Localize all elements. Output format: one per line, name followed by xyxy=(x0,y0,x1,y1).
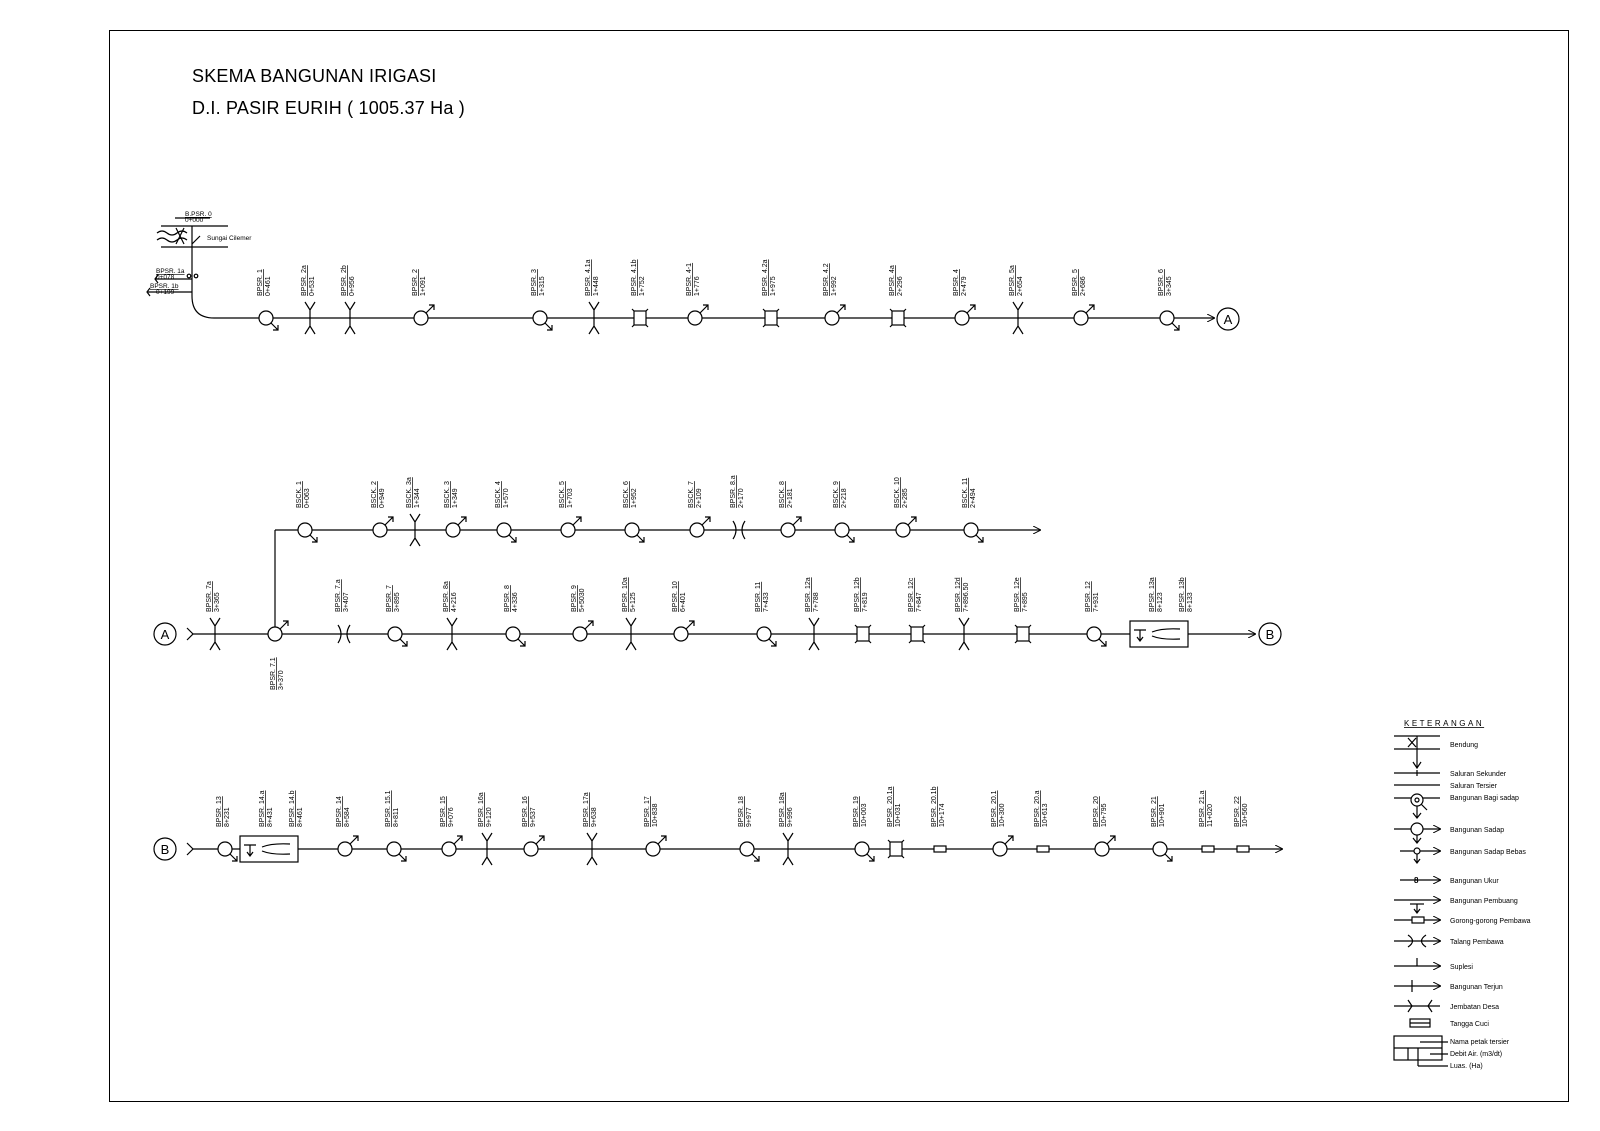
structure-row1-1 xyxy=(257,269,278,330)
structure-name: BPSR. 18a xyxy=(779,792,786,827)
structure-row3-9 xyxy=(583,792,598,865)
structure-station: 1+349 xyxy=(452,488,459,508)
structure-station: 2+285 xyxy=(902,488,909,508)
structure-station: 2+686 xyxy=(1080,276,1087,296)
structure-name: BPSR. 20.1 xyxy=(991,790,998,827)
structure-row1-2 xyxy=(301,265,316,334)
structure-station: 2+479 xyxy=(961,276,968,296)
structure-row2-4 xyxy=(443,581,458,650)
structure-station: 3+365 xyxy=(214,592,221,612)
structure-row3-4 xyxy=(336,796,358,856)
structure-branch-4 xyxy=(444,481,466,537)
structure-station: 2+296 xyxy=(897,276,904,296)
structure-name: BPSR. 16a xyxy=(478,792,485,827)
structure-name: BPSR. 7a xyxy=(206,581,213,612)
structure-row1-6 xyxy=(585,259,600,334)
structure-station: 0+531 xyxy=(309,276,316,296)
structure-name: BPSR. 14.a xyxy=(259,790,266,827)
structure-name: BSCK. 3a xyxy=(406,477,413,508)
structure-row3-8 xyxy=(522,796,544,856)
structure-name: BPSR. 22 xyxy=(1234,796,1241,827)
legend-label-sadap-bebas: Bangunan Sadap Bebas xyxy=(1450,849,1526,856)
structure-row3-14 xyxy=(887,786,904,858)
structure-name: BSCK. 11 xyxy=(962,477,969,508)
structure-station: 7+433 xyxy=(763,592,770,612)
structure-station: 2+181 xyxy=(787,488,794,508)
structure-branch-13 xyxy=(962,478,983,542)
structure-station: 2+109 xyxy=(696,488,703,508)
structure-station: 1+992 xyxy=(831,276,838,296)
structure-station: 0+949 xyxy=(379,488,386,508)
legend-label-ukur: Bangunan Ukur xyxy=(1450,878,1499,885)
structure-station: 9+996 xyxy=(787,807,794,827)
weir-name: B.PSR. 0 xyxy=(185,211,212,218)
structure-row3-7 xyxy=(478,792,493,865)
drawing-title: SKEMA BANGUNAN IRIGASI xyxy=(192,66,437,86)
structure-row2-8 xyxy=(672,581,694,641)
structure-name: BPSR. 15.1 xyxy=(385,790,392,827)
legend-label-luas: Luas. (Ha) xyxy=(1450,1063,1483,1070)
structure-station: 2+494 xyxy=(970,488,977,508)
legend-label-tersier: Saluran Tersier xyxy=(1450,783,1497,790)
structure-name: BPSR. 4-1 xyxy=(686,262,693,296)
legend-label-terjun: Bangunan Terjun xyxy=(1450,984,1503,991)
structure-station: 9+638 xyxy=(591,807,598,827)
structure-row2-1 xyxy=(206,581,221,650)
sub2-station: 0+199 xyxy=(156,289,175,296)
structure-name: BPSR. 4.1b xyxy=(631,259,638,296)
structure-name: BSCK. 1 xyxy=(296,481,303,508)
structure-station: 5+5030 xyxy=(579,588,586,612)
svg-text:8: 8 xyxy=(1414,876,1419,885)
structure-station: 10+795 xyxy=(1101,803,1108,827)
structure-station: 8+133 xyxy=(1187,592,1194,612)
structure-row2-13 xyxy=(955,577,970,650)
structure-name: BPSR. 20.1a xyxy=(887,786,894,827)
structure-station: 2+170 xyxy=(738,488,745,508)
structure-station: 1+091 xyxy=(420,276,427,296)
structure-row1-5 xyxy=(531,269,552,330)
structure-row3-18 xyxy=(1093,796,1115,856)
structure-name: BPSR. 1 xyxy=(257,269,264,296)
legend-label-bagi-sadap: Bangunan Bagi sadap xyxy=(1450,795,1519,802)
structure-station: 1+315 xyxy=(539,276,546,296)
legend-label-sekunder: Saluran Sekunder xyxy=(1450,771,1507,778)
structure-station: 9+120 xyxy=(486,807,493,827)
structure-name: BPSR. 12d xyxy=(955,577,962,612)
structure-row3-3 xyxy=(289,790,304,827)
structure-row2-17 xyxy=(1179,577,1194,612)
structure-row1-11 xyxy=(889,265,906,327)
structure-name: BSCK. 8 xyxy=(779,481,786,508)
structure-station: 10+560 xyxy=(1242,803,1249,827)
structure-station: 3+345 xyxy=(1166,276,1173,296)
structure-station: 10+613 xyxy=(1042,803,1049,827)
structure-row1-3 xyxy=(341,265,356,334)
structure-name: BPSR. 9 xyxy=(571,585,578,612)
structure-row3-16 xyxy=(991,790,1013,856)
structure-row1-15 xyxy=(1158,269,1179,330)
structure-row1-14 xyxy=(1072,269,1094,325)
structure-station: 1+448 xyxy=(593,276,600,296)
structure-station: 9+537 xyxy=(530,807,537,827)
structure-station: 5+125 xyxy=(630,592,637,612)
structure-station: 0+956 xyxy=(349,276,356,296)
structure-station: 0+461 xyxy=(265,276,272,296)
structure-name: BSCK. 5 xyxy=(559,481,566,508)
river-name: Sungai Cilemer xyxy=(207,235,252,242)
structure-station: 1+776 xyxy=(694,276,701,296)
structure-station: 7+896.50 xyxy=(963,582,970,612)
structure-station: 3+407 xyxy=(343,592,350,612)
structure-name: BPSR. 10 xyxy=(672,581,679,612)
structure-row3-6 xyxy=(440,796,462,856)
legend-label-debit: Debit Air. (m3/dt) xyxy=(1450,1051,1503,1058)
structure-name: BPSR. 20.1b xyxy=(931,786,938,827)
legend-label-gorong: Gorong-gorong Pembawa xyxy=(1450,918,1531,925)
structure-name: BPSR. 20 xyxy=(1093,796,1100,827)
structure-row3-5 xyxy=(385,790,406,861)
structure-name: BPSR. 4a xyxy=(889,265,896,296)
structure-row3-12 xyxy=(779,792,794,865)
structure-station: 10+300 xyxy=(999,803,1006,827)
legend-label-talang: Talang Pembawa xyxy=(1450,939,1504,946)
legend-label-jembatan-desa: Jembatan Desa xyxy=(1450,1004,1500,1011)
structure-station: 2+218 xyxy=(841,488,848,508)
structure-name: BPSR. 13 xyxy=(216,796,223,827)
structure-name: BPSR. 14 xyxy=(336,796,343,827)
structure-name: BPSR. 2 xyxy=(412,269,419,296)
structure-row3-17 xyxy=(1034,790,1049,852)
structure-row1-8 xyxy=(686,263,708,325)
structure-station: 7+788 xyxy=(813,592,820,612)
structure-name: BPSR. 8.a xyxy=(730,475,737,508)
structure-branch-11 xyxy=(833,481,854,542)
structure-row2-5 xyxy=(504,585,525,646)
structure-row1-9 xyxy=(762,259,779,327)
structure-station: 7+931 xyxy=(1093,592,1100,612)
structure-row3-21 xyxy=(1234,796,1249,852)
structure-row2-12 xyxy=(908,577,925,643)
structure-name: BPSR. 4 xyxy=(953,269,960,296)
sub1-station: 0+078 xyxy=(156,274,175,281)
structure-station: 3+895 xyxy=(394,592,401,612)
structure-name: BSCK. 3 xyxy=(444,481,451,508)
structure-row1-12 xyxy=(953,269,975,325)
connector-a-start-label: A xyxy=(160,627,170,642)
structure-branch-3 xyxy=(406,477,421,546)
weir-station: 0+000 xyxy=(185,217,204,224)
structure-row1-4 xyxy=(412,269,434,325)
structure-station: 8+584 xyxy=(344,807,351,827)
structure-name: BPSR. 18 xyxy=(738,796,745,827)
structure-name: BPSR. 19 xyxy=(853,796,860,827)
structure-station: 8+431 xyxy=(267,807,274,827)
structure-name: BSCK. 7 xyxy=(688,481,695,508)
drawing-subtitle: D.I. PASIR EURIH ( 1005.37 Ha ) xyxy=(192,98,465,118)
structure-name: BSCK. 10 xyxy=(894,477,901,508)
structure-branch-7 xyxy=(623,481,644,542)
structure-row2-11 xyxy=(854,577,871,643)
structure-station: 1+975 xyxy=(770,276,777,296)
structure-station: 1+703 xyxy=(567,488,574,508)
structure-row3-20 xyxy=(1199,790,1214,852)
structure-station: 8+123 xyxy=(1157,592,1164,612)
structure-station: 10+031 xyxy=(895,803,902,827)
structure-name: BPSR. 17 xyxy=(644,796,651,827)
structure-name: BPSR. 15 xyxy=(440,796,447,827)
structure-name: BPSR. 14.b xyxy=(289,790,296,827)
structure-branch-5 xyxy=(495,481,516,542)
sub1-name: BPSR. 1a xyxy=(156,268,185,275)
structure-station: 9+977 xyxy=(746,807,753,827)
structure-station: 8+461 xyxy=(297,807,304,827)
structure-station: 8+811 xyxy=(393,807,400,827)
structure-name: BPSR. 21 xyxy=(1151,796,1158,827)
structure-row3-11 xyxy=(738,796,759,861)
structure-row3-10 xyxy=(644,796,666,856)
structure-station: 10+901 xyxy=(1159,803,1166,827)
structure-name: BPSR. 4.2a xyxy=(762,259,769,296)
structure-row2-15 xyxy=(1085,581,1106,646)
structure-name: BPSR. 12 xyxy=(1085,581,1092,612)
branch-point-station: 3+370 xyxy=(278,670,285,690)
structure-name: BSCK. 4 xyxy=(495,481,502,508)
structure-name: BPSR. 8 xyxy=(504,585,511,612)
structure-station: 7+895 xyxy=(1022,592,1029,612)
headworks xyxy=(147,211,252,318)
legend-label-sadap: Bangunan Sadap xyxy=(1450,827,1505,834)
structure-row1-13 xyxy=(1009,265,1024,334)
structure-name: BPSR. 11 xyxy=(755,581,762,612)
structure-station: 1+752 xyxy=(639,276,646,296)
structure-row3-19 xyxy=(1151,796,1172,861)
branch-point-name: BPSR. 7.1 xyxy=(270,657,277,690)
structure-station: 10+174 xyxy=(939,803,946,827)
structure-row1-7 xyxy=(631,259,648,327)
structure-station: 0+063 xyxy=(304,488,311,508)
structure-station: 7+819 xyxy=(862,592,869,612)
legend-label-pembuang: Bangunan Pembuang xyxy=(1450,898,1518,905)
structure-name: BPSR. 4.2 xyxy=(823,263,830,296)
legend-label-suplesi: Suplesi xyxy=(1450,964,1473,971)
legend-label-tangga-cuci: Tangga Cuci xyxy=(1450,1021,1489,1028)
branch-tee xyxy=(268,621,288,641)
structure-name: BPSR. 5 xyxy=(1072,269,1079,296)
structure-station: 4+216 xyxy=(451,592,458,612)
structure-branch-8 xyxy=(688,481,710,537)
structure-branch-12 xyxy=(894,477,916,537)
structure-station: 7+847 xyxy=(916,592,923,612)
structure-name: BPSR. 2b xyxy=(341,265,348,296)
connector-b-end-label: B xyxy=(1265,627,1275,642)
structure-name: BPSR. 8a xyxy=(443,581,450,612)
structure-station: 1+952 xyxy=(631,488,638,508)
structure-row2-6 xyxy=(571,585,593,641)
structure-branch-2 xyxy=(371,481,393,537)
structure-row2-7 xyxy=(622,577,637,650)
structure-branch-6 xyxy=(559,481,581,537)
legend xyxy=(1394,719,1531,1070)
structure-station: 8+231 xyxy=(224,807,231,827)
structure-station: 1+570 xyxy=(503,488,510,508)
structure-row2-10 xyxy=(805,577,820,650)
structure-name: BPSR. 13a xyxy=(1149,577,1156,612)
structure-name: BPSR. 13b xyxy=(1179,577,1186,612)
connector-b-start-label: B xyxy=(160,842,170,857)
structure-name: BSCK. 2 xyxy=(371,481,378,508)
structure-station: 10+003 xyxy=(861,803,868,827)
structure-station: 1+344 xyxy=(414,488,421,508)
structure-name: BPSR. 5a xyxy=(1009,265,1016,296)
structure-row2-3 xyxy=(386,585,407,646)
structure-name: BPSR. 10a xyxy=(622,577,629,612)
structure-name: BPSR. 4.1a xyxy=(585,259,592,296)
structure-name: BPSR. 17a xyxy=(583,792,590,827)
structure-station: 6+401 xyxy=(680,592,687,612)
structure-branch-10 xyxy=(779,481,801,537)
legend-label-petak: Nama petak tersier xyxy=(1450,1039,1510,1046)
structure-name: BPSR. 6 xyxy=(1158,269,1165,296)
structure-name: BPSR. 16 xyxy=(522,796,529,827)
structure-station: 4+336 xyxy=(512,592,519,612)
legend-title: KETERANGAN xyxy=(1404,719,1485,728)
structure-name: BPSR. 12e xyxy=(1014,577,1021,612)
structure-name: BPSR. 12a xyxy=(805,577,812,612)
structure-row2-14 xyxy=(1014,577,1031,643)
structure-row2-9 xyxy=(755,582,776,646)
structure-row1-10 xyxy=(823,263,845,325)
structures-layer xyxy=(206,259,1249,865)
structure-name: BSCK. 6 xyxy=(623,481,630,508)
structure-name: BPSR. 3 xyxy=(531,269,538,296)
structure-name: BPSR. 12c xyxy=(908,577,915,612)
connector-a-end-label: A xyxy=(1223,312,1233,327)
structure-name: BPSR. 20.a xyxy=(1034,790,1041,827)
structure-name: BPSR. 12b xyxy=(854,577,861,612)
structure-station: 10+838 xyxy=(652,803,659,827)
sub2-name: BPSR. 1b xyxy=(150,283,179,290)
structure-station: 9+076 xyxy=(448,807,455,827)
structure-branch-1 xyxy=(296,481,317,542)
structure-name: BPSR. 7 xyxy=(386,585,393,612)
structure-row3-13 xyxy=(853,796,874,861)
structure-row3-1 xyxy=(216,796,237,861)
structure-row3-15 xyxy=(931,786,946,852)
structure-name: BPSR. 21.a xyxy=(1199,790,1206,827)
structure-station: 11+020 xyxy=(1207,803,1214,827)
structure-name: BPSR. 7.a xyxy=(335,579,342,612)
legend-label-bendung: Bendung xyxy=(1450,742,1479,749)
structure-station: 2+654 xyxy=(1017,276,1024,296)
structure-name: BSCK. 9 xyxy=(833,481,840,508)
structure-name: BPSR. 2a xyxy=(301,265,308,296)
